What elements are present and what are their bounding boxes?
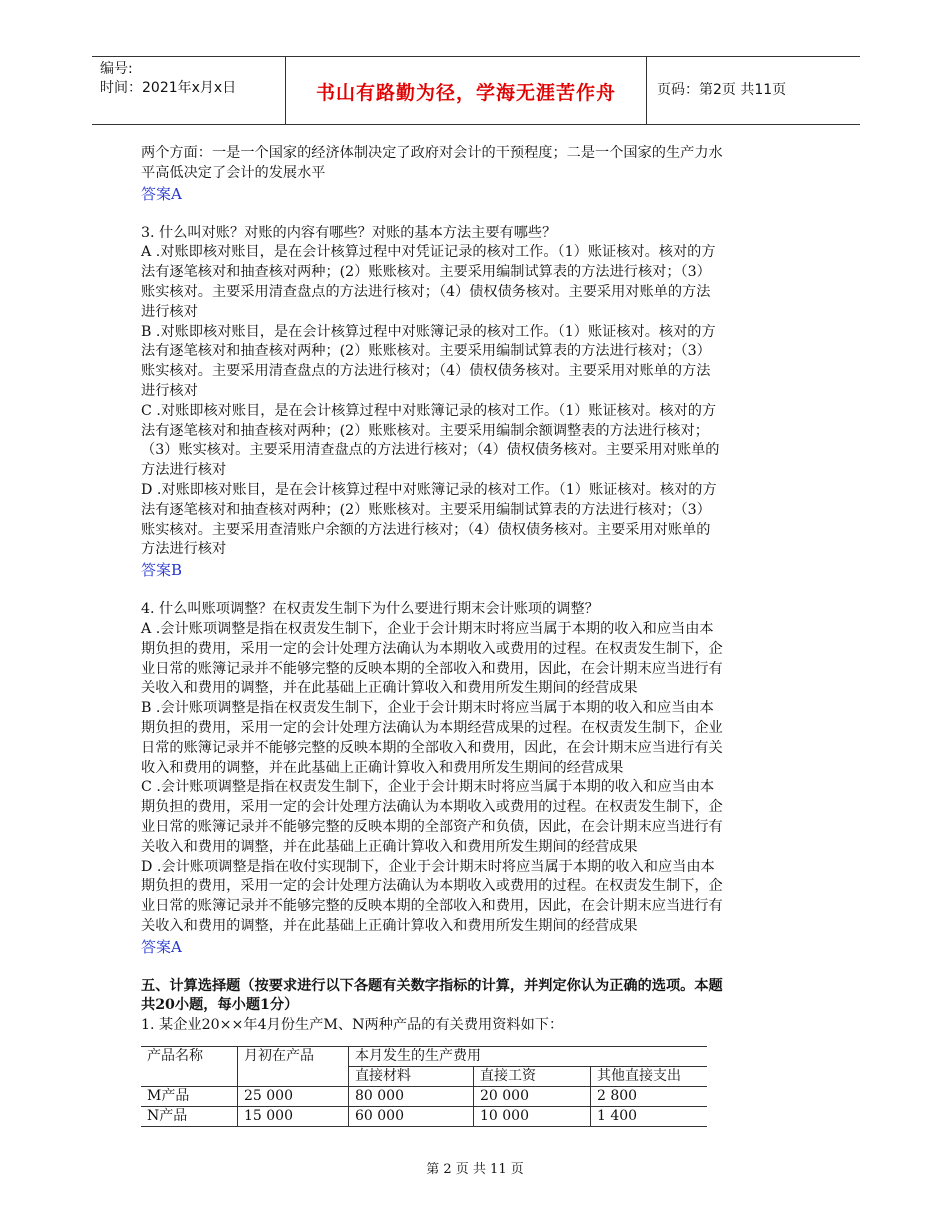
cell-other: 2 800 xyxy=(591,1087,708,1107)
section-title: 共20小题，每小题1分） xyxy=(141,997,299,1014)
option-line: 法有逐笔核对和抽查核对两种；(2）账账核对。主要采用编制试算表的方法进行核对；（3） xyxy=(141,264,711,281)
option-line: 进行核对 xyxy=(141,382,198,399)
header-wip: 月初在产品 xyxy=(238,1047,349,1067)
option-line: 期负担的费用，采用一定的会计处理方法确认为本期经营成果的过程。在权责发生制下，企业 xyxy=(141,719,723,736)
calc-question-1: 1. 某企业20××年4月份生产M、N两种产品的有关费用资料如下： xyxy=(141,1017,564,1034)
cell-name: M产品 xyxy=(141,1087,238,1107)
header-material: 直接材料 xyxy=(349,1067,474,1087)
time-label: 时间：2021年x月x日 xyxy=(100,80,237,96)
option-line: 法有逐笔核对和抽查核对两种；(2）账账核对。主要采用编制余额调整表的方法进行核对； xyxy=(141,422,709,439)
option-line: 业日常的账簿记录并不能够完整的反映本期的全部收入和费用，因此，在会计期末应当进行有 xyxy=(141,660,723,677)
table-row xyxy=(141,1087,707,1107)
header-right-cell xyxy=(647,57,860,124)
option-line: 账实核对。主要采用清查盘点的方法进行核对；（4）债权债务核对。主要采用对账单的方法 xyxy=(141,283,711,300)
motto: 书山有路勤为径，学海无涯苦作舟 xyxy=(315,82,616,104)
cell-wip: 15 000 xyxy=(238,1107,349,1127)
option-line: 法有逐笔核对和抽查核对两种；(2）账账核对。主要采用编制试算表的方法进行核对；（3） xyxy=(141,343,711,360)
text-line: 平高低决定了会计的发展水平 xyxy=(141,164,326,181)
table-subheader-row xyxy=(141,1067,707,1087)
page-footer: 第 2 页 共 11 页 xyxy=(426,1162,524,1177)
option-line: 收入和费用的调整，并在此基础上正确计算收入和费用所发生期间的经营成果 xyxy=(141,759,624,776)
table-header-row xyxy=(141,1047,707,1067)
option-line: （3）账实核对。主要采用清查盘点的方法进行核对；（4）债权债务核对。主要采用对账单的 xyxy=(141,442,720,459)
option-line: D .对账即核对账目，是在会计核算过程中对账簿记录的核对工作。（1）账证核对。核对的方 xyxy=(141,481,717,498)
header-middle-cell xyxy=(286,57,647,124)
header-other: 其他直接支出 xyxy=(591,1067,708,1087)
cell-labor: 10 000 xyxy=(474,1107,591,1127)
section-title: 五、计算选择题（按要求进行以下各题有关数字指标的计算，并判定你认为正确的选项。本题 xyxy=(141,977,723,994)
option-line: 进行核对 xyxy=(141,303,198,320)
option-line: C .对账即核对账目，是在会计核算过程中对账簿记录的核对工作。（1）账证核对。核对的方 xyxy=(141,402,717,419)
text-line: 两个方面：一是一个国家的经济体制决定了政府对会计的干预程度；二是一个国家的生产力水 xyxy=(141,145,723,161)
question-4: 4. 什么叫账项调整？在权责发生制下为什么要进行期末会计账项的调整？ xyxy=(141,601,599,618)
answer-label: 答案A xyxy=(141,184,182,203)
option-line: D .会计账项调整是指在收付实现制下，企业于会计期末时将应当属于本期的收入和应当由本 xyxy=(141,858,715,875)
option-line: B .会计账项调整是指在权责发生制下，企业于会计期末时将应当属于本期的收入和应当由本 xyxy=(141,700,714,717)
option-line: B .对账即核对账目，是在会计核算过程中对账簿记录的核对工作。（1）账证核对。核对的方 xyxy=(141,323,716,340)
page-info: 页码：第2页 共11页 xyxy=(657,82,787,98)
option-line: 业日常的账簿记录并不能够完整的反映本期的全部资产和负债，因此，在会计期末应当进行有 xyxy=(141,818,723,835)
option-line: 方法进行核对 xyxy=(141,462,227,479)
cell-name: N产品 xyxy=(141,1107,238,1127)
option-line: 业日常的账簿记录并不能够完整的反映本期的全部收入和费用，因此，在会计期末应当进行有 xyxy=(141,898,723,915)
answer-label: 答案A xyxy=(141,937,182,956)
option-line: 法有逐笔核对和抽查核对两种；(2）账账核对。主要采用编制试算表的方法进行核对；（3） xyxy=(141,501,711,518)
option-line: 账实核对。主要采用清查盘点的方法进行核对；（4）债权债务核对。主要采用对账单的方法 xyxy=(141,363,711,380)
option-line: A .对账即核对账目，是在会计核算过程中对凭证记录的核对工作。（1）账证核对。核对的方 xyxy=(141,244,716,261)
cell-other: 1 400 xyxy=(591,1107,708,1127)
question-3: 3. 什么叫对账？对账的内容有哪些？对账的基本方法主要有哪些？ xyxy=(141,224,557,241)
option-line: 关收入和费用的调整，并在此基础上正确计算收入和费用所发生期间的经营成果 xyxy=(141,680,638,697)
table-row xyxy=(141,1107,707,1127)
cell-material: 80 000 xyxy=(349,1087,474,1107)
header-product: 产品名称 xyxy=(141,1047,238,1067)
cell-labor: 20 000 xyxy=(474,1087,591,1107)
option-line: 期负担的费用，采用一定的会计处理方法确认为本期收入或费用的过程。在权责发生制下，企 xyxy=(141,640,723,657)
document-body xyxy=(141,144,821,1127)
header-current-costs: 本月发生的生产费用 xyxy=(349,1047,708,1067)
option-line: 日常的账簿记录并不能够完整的反映本期的全部收入和费用，因此，在会计期末应当进行有关 xyxy=(141,739,723,756)
cell-wip: 25 000 xyxy=(238,1087,349,1107)
option-line: 期负担的费用，采用一定的会计处理方法确认为本期收入或费用的过程。在权责发生制下，企 xyxy=(141,878,723,895)
option-line: C .会计账项调整是指在权责发生制下，企业于会计期末时将应当属于本期的收入和应当由本 xyxy=(141,779,715,796)
cost-table xyxy=(141,1046,707,1127)
option-line: 关收入和费用的调整，并在此基础上正确计算收入和费用所发生期间的经营成果 xyxy=(141,917,638,934)
page-header xyxy=(92,56,860,125)
answer-label: 答案B xyxy=(141,561,183,580)
cell-material: 60 000 xyxy=(349,1107,474,1127)
option-line: A .会计账项调整是指在权责发生制下，企业于会计期末时将应当属于本期的收入和应当由本 xyxy=(141,620,714,637)
option-line: 方法进行核对 xyxy=(141,541,227,558)
option-line: 账实核对。主要采用查清账户余额的方法进行核对；（4）债权债务核对。主要采用对账单的 xyxy=(141,521,711,538)
header-labor: 直接工资 xyxy=(474,1067,591,1087)
option-line: 关收入和费用的调整，并在此基础上正确计算收入和费用所发生期间的经营成果 xyxy=(141,838,638,855)
option-line: 期负担的费用，采用一定的会计处理方法确认为本期收入或费用的过程。在权责发生制下，企 xyxy=(141,799,723,816)
number-label: 编号: xyxy=(100,61,133,77)
header-left-cell xyxy=(92,57,286,124)
